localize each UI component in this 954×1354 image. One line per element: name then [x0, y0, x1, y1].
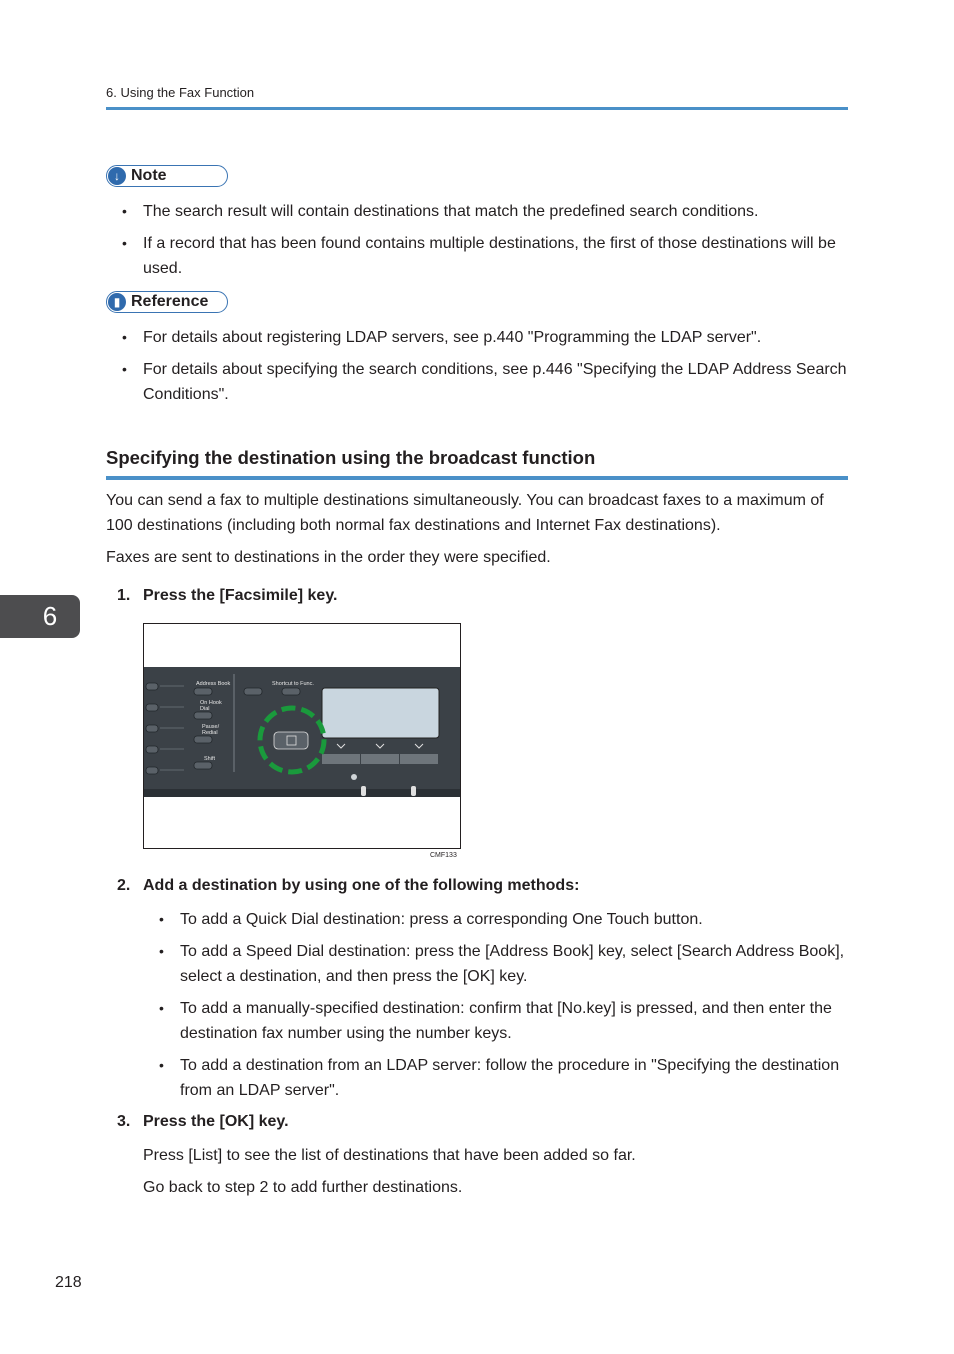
list-item: • To add a destination from an LDAP server: follow the procedure in "Specifying the destination from an LDAP server". — [143, 1053, 848, 1103]
chapter-tab: 6 — [0, 595, 80, 638]
list-item: • To add a Quick Dial destination: press a corresponding One Touch button. — [143, 907, 848, 932]
section-rule — [106, 476, 848, 480]
reference-label: Reference — [131, 293, 209, 310]
step-number: 2. — [117, 877, 131, 894]
header-rule — [106, 107, 848, 110]
list-item: • For details about registering LDAP servers, see p.440 "Programming the LDAP server". — [106, 325, 848, 350]
shortcut-label: Shortcut to Func. — [272, 681, 314, 687]
list-item: • To add a Speed Dial destination: press the [Address Book] key, select [Search Address Book], select a destination, and then press the [OK] key. — [143, 939, 848, 989]
step-2-methods — [143, 907, 848, 1110]
reference-badge — [106, 291, 228, 313]
list-item: • The search result will contain destinations that match the predefined search conditions. — [106, 199, 848, 224]
step-number: 3. — [117, 1113, 131, 1130]
reference-list — [106, 325, 848, 414]
step-2 — [117, 877, 579, 895]
step-text: Press the [OK] key. — [143, 1113, 289, 1130]
control-panel-figure — [143, 623, 461, 849]
dial-label: Dial — [200, 706, 210, 712]
list-item: • If a record that has been found contains multiple destinations, the first of those destinations will be used. — [106, 231, 848, 281]
book-icon: ▮ — [108, 293, 126, 311]
control-panel-illustration — [144, 624, 461, 849]
intro-paragraph: You can send a fax to multiple destinations simultaneously. You can broadcast faxes to a maximum of 100 destinations (including both normal fax destinations and Internet Fax destinations). — [106, 492, 824, 534]
on-hook-label: On Hook — [200, 700, 222, 706]
note-label: Note — [131, 167, 167, 184]
running-header: 6. Using the Fax Function — [106, 85, 255, 100]
address-book-label: Address Book — [196, 681, 231, 687]
list-item: • To add a manually-specified destination: confirm that [No.key] is pressed, and then enter the destination fax number using the number keys. — [143, 996, 848, 1046]
step-3-note: Press [List] to see the list of destinations that have been added so far. — [143, 1147, 636, 1164]
figure-caption: CMF133 — [430, 852, 457, 859]
arrow-down-icon: ↓ — [108, 167, 126, 185]
list-item: • For details about specifying the search conditions, see p.446 "Specifying the LDAP Address Search Conditions". — [106, 357, 848, 407]
note-list — [106, 199, 848, 288]
step-1 — [117, 587, 337, 605]
step-3-note: Go back to step 2 to add further destinations. — [143, 1179, 463, 1196]
step-text: Add a destination by using one of the following methods: — [143, 877, 580, 894]
step-number: 1. — [117, 587, 131, 604]
step-text: Press the [Facsimile] key. — [143, 587, 338, 604]
step-3 — [117, 1113, 289, 1131]
note-badge — [106, 165, 228, 187]
page-number: 218 — [55, 1274, 82, 1291]
pause-label: Pause/ — [202, 724, 220, 730]
intro-paragraph: Faxes are sent to destinations in the order they were specified. — [106, 549, 551, 566]
section-title: Specifying the destination using the broadcast function — [106, 447, 596, 468]
redial-label: Redial — [202, 730, 218, 736]
shift-label: Shift — [204, 756, 216, 762]
